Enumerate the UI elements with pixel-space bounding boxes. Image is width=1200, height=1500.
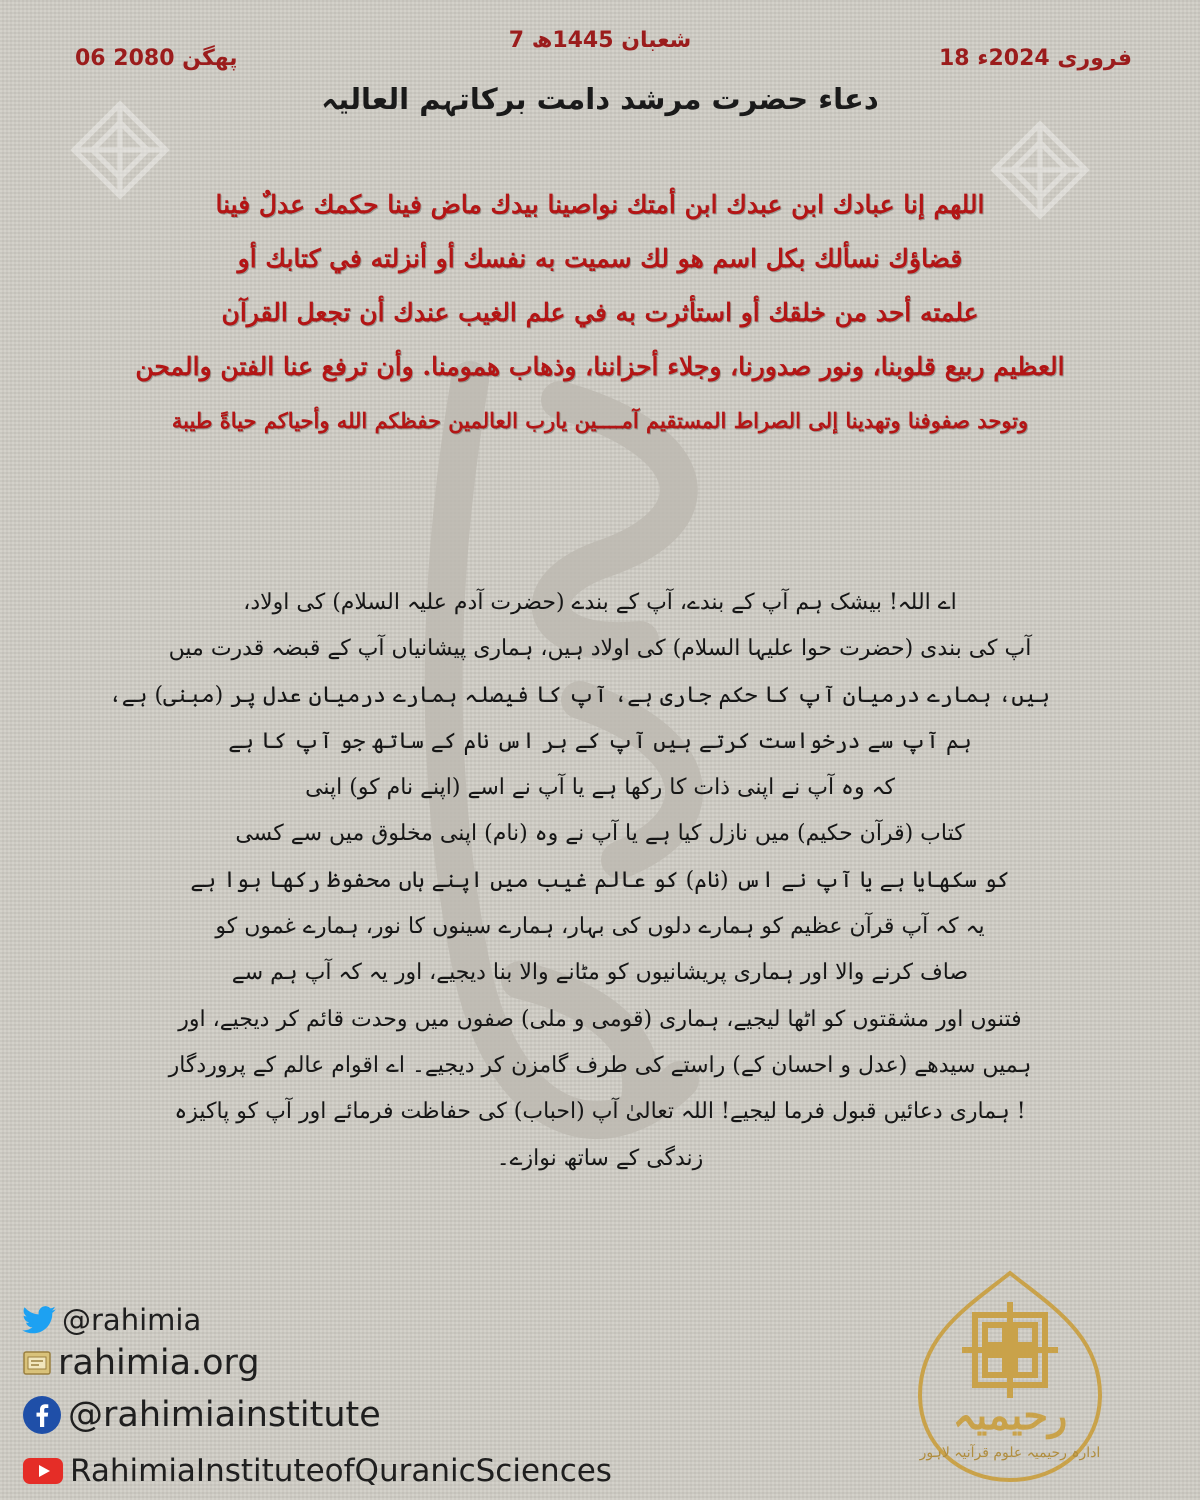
- urdu-line: فتنوں اور مشقتوں کو اٹھا لیجیے، ہماری (قومی و ملی) صفوں میں وحدت قائم کر دیجیے، اور: [178, 1006, 1022, 1032]
- youtube-link[interactable]: [22, 1453, 612, 1489]
- facebook-icon: [22, 1395, 62, 1435]
- twitter-link[interactable]: [22, 1303, 201, 1337]
- hijri-date: 7 شعبان 1445ھ: [508, 28, 692, 53]
- logo-subtitle: ادارہ رحیمیہ علوم قرآنیہ لاہور: [919, 1445, 1101, 1461]
- urdu-line: کہ وہ آپ نے اپنی ذات کا رکھا ہے یا آپ نے اسے (اپنے نام کو) اپنی: [305, 775, 895, 801]
- twitter-handle: @rahimia: [62, 1303, 202, 1337]
- urdu-line: اے اللہ! بیشک ہم آپ کے بندے، آپ کے بندے (حضرت آدم علیہ السلام) کی اولاد،: [243, 590, 957, 615]
- gregorian-date: 18 فروری 2024ء: [938, 46, 1132, 71]
- website-url: rahimia.org: [58, 1343, 260, 1383]
- urdu-line: ہمیں سیدھے (عدل و احسان کے) راستے کی طرف گامزن کر دیجیے۔ اے اقوام عالم کے پروردگار: [168, 1052, 1032, 1078]
- youtube-channel: RahimiaInstituteofQuranicSciences: [70, 1453, 612, 1489]
- urdu-line: صاف کرنے والا اور ہماری پریشانیوں کو مٹانے والا بنا دیجیے، اور یہ کہ آپ ہم سے: [231, 960, 969, 986]
- facebook-link[interactable]: [22, 1395, 381, 1435]
- urdu-line: ہم آپ سے درخواست کرتے ہیں آپ کے ہر اس نام کے ساتھ جو آپ کا ہے: [228, 728, 972, 754]
- website-icon: [22, 1348, 52, 1378]
- arabic-line: اللهم إنا عبادك ابن عبدك ابن أمتك نواصينا بيدك ماض فينا حكمك عدلٌ فينا: [215, 190, 985, 219]
- urdu-translation: [108, 580, 1050, 1182]
- facebook-handle: @rahimiainstitute: [68, 1395, 381, 1435]
- urdu-line: زندگی کے ساتھ نوازے۔: [496, 1145, 704, 1171]
- page-title: دعاء حضرت مرشد دامت برکاتہم العالیہ: [321, 82, 879, 116]
- arabic-dua: [90, 178, 1110, 448]
- urdu-line: ہیں، ہمارے درمیان آپ کا حکم جاری ہے، آپ کا فیصلہ ہمارے درمیان عدل پر (مبنی) ہے،: [108, 682, 1050, 708]
- twitter-icon: [22, 1306, 56, 1334]
- urdu-line: آپ کی بندی (حضرت حوا علیہا السلام) کی اولاد ہیں، ہماری پیشانیاں آپ کے قبضہ قدرت میں: [168, 636, 1032, 662]
- arabic-line: العظيم ربيع قلوبنا، ونور صدورنا، وجلاء أحزاننا، وذهاب همومنا. وأن ترفع عنا الفتن والمحن: [135, 352, 1065, 381]
- website-link[interactable]: [22, 1343, 260, 1383]
- arabic-line: علمته أحد من خلقك أو استأثرت به في علم الغيب عندك أن تجعل القرآن: [221, 298, 979, 327]
- urdu-line: ! ہماری دعائیں قبول فرما لیجیے! اللہ تعالیٰ آپ (احباب) کی حفاظت فرمائے اور آپ کو پاکیزہ: [174, 1099, 1026, 1125]
- urdu-line: کو سکھایا ہے یا آپ نے اس (نام) کو عالم غیب میں اپنے ہاں محفوظ رکھا ہوا ہے: [190, 867, 1010, 893]
- urdu-line: کتاب (قرآن حکیم) میں نازل کیا ہے یا آپ نے وہ (نام) اپنی مخلوق میں سے کسی: [235, 821, 965, 847]
- youtube-icon: [22, 1456, 64, 1486]
- arabic-line: وتوحد صفوفنا وتهدينا إلى الصراط المستقيم آمــــين يارب العالمين حفظكم الله وأحياكم حياةً طيبة: [171, 408, 1029, 433]
- urdu-line: یہ کہ آپ قرآن عظیم کو ہمارے دلوں کی بہار، ہمارے سینوں کا نور، ہمارے غموں کو: [215, 914, 985, 940]
- bikrami-date: 06 پھگن 2080: [75, 46, 238, 71]
- logo-wordmark: رحیمیہ: [952, 1392, 1068, 1439]
- arabic-line: قضاؤك نسألك بكل اسم هو لك سميت به نفسك أو أنزلته في كتابك أو: [237, 244, 963, 273]
